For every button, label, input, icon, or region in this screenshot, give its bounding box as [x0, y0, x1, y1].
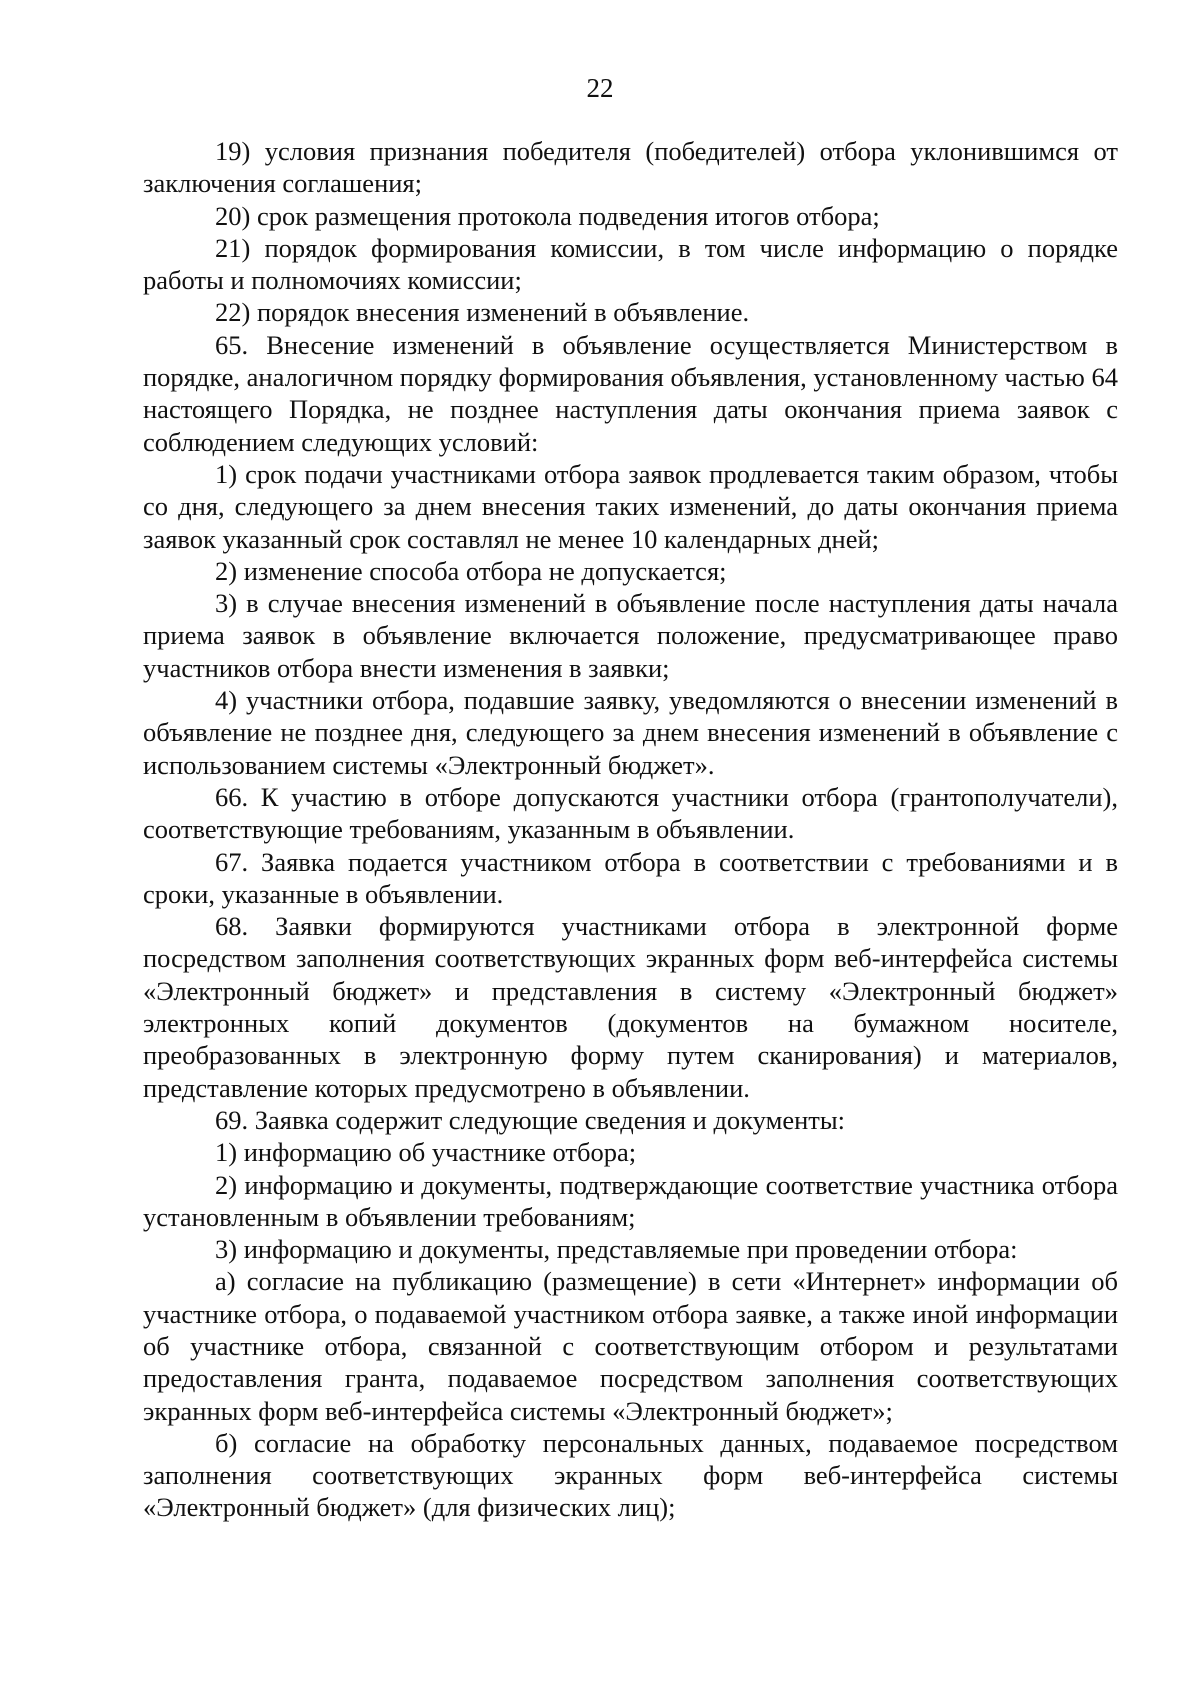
paragraph-content-1: 1) информацию об участнике отбора; — [215, 1137, 637, 1168]
paragraph-section-66: 66. К участию в отборе допускаются участники отбора (грантополучатели), соответствующие требованиям, указанным в объявлении. — [143, 781, 1118, 845]
paragraph-section-67: 67. Заявка подается участником отбора в соответствии с требованиями и в сроки, указанные в объявлении. — [143, 846, 1118, 909]
paragraph-item-19: 19) условия признания победителя (победителей) отбора уклонившимся от заключения соглашения; — [143, 136, 1118, 199]
paragraph-condition-4: 4) участники отбора, подавшие заявку, уведомляются о внесении изменений в объявление не позднее дня, следующего за днем внесения изменений в объявление с использованием системы «Электронный бюджет». — [143, 685, 1118, 780]
paragraph-item-21: 21) порядок формирования комиссии, в том числе информацию о порядке работы и полномочиях комиссии; — [143, 232, 1118, 296]
paragraph-condition-3: 3) в случае внесения изменений в объявление после наступления даты начала приема заявок в объявление включается положение, предусматривающее право участников отбора внести изменения в заявки; — [143, 588, 1118, 683]
paragraph-subitem-b: б) согласие на обработку персональных данных, подаваемое посредством заполнения соответствующих экранных форм веб-интерфейса системы «Электронный бюджет» (для физических лиц); — [143, 1427, 1118, 1523]
paragraph-item-20: 20) срок размещения протокола подведения итогов отбора; — [215, 200, 880, 231]
paragraph-section-68: 68. Заявки формируются участниками отбора в электронной форме посредством заполнения соответствующих экранных форм веб-интерфейса системы «Электронный бюджет» и представления в систему «Электронный бюджет» электронных копий документов (документов на бумажном носителе, преобразованных в электронную форму путем сканирования) и материалов, представление которых предусмотрено в объявлении. — [143, 911, 1118, 1103]
paragraph-content-3: 3) информацию и документы, представляемые при проведении отбора: — [215, 1234, 1018, 1265]
page-number: 22 — [586, 73, 614, 103]
paragraph-subitem-a: а) согласие на публикацию (размещение) в сети «Интернет» информации об участнике отбора, о подаваемой участником отбора заявке, а также иной информации об участнике отбора, связанной с соответствующим отбором и результатами предоставления гранта, подаваемое посредством заполнения соответствующих экранных форм веб-интерфейса системы «Электронный бюджет»; — [143, 1266, 1118, 1426]
paragraph-content-2: 2) информацию и документы, подтверждающие соответствие участника отбора установленным в объявлении требованиям; — [143, 1169, 1118, 1232]
paragraph-condition-1: 1) срок подачи участниками отбора заявок продлевается таким образом, чтобы со дня, следующего за днем внесения таких изменений, до даты окончания приема заявок указанный срок составлял не менее 10 календарных дней; — [143, 458, 1118, 554]
document-body — [143, 135, 1118, 1524]
paragraph-section-69: 69. Заявка содержит следующие сведения и документы: — [215, 1104, 846, 1135]
paragraph-section-65: 65. Внесение изменений в объявление осуществляется Министерством в порядке, аналогичном порядку формирования объявления, установленному частью 64 настоящего Порядка, не позднее наступления даты окончания приема заявок с соблюдением следующих условий: — [143, 329, 1118, 457]
paragraph-item-22: 22) порядок внесения изменений в объявление. — [215, 297, 750, 328]
paragraph-condition-2: 2) изменение способа отбора не допускается; — [215, 555, 727, 586]
